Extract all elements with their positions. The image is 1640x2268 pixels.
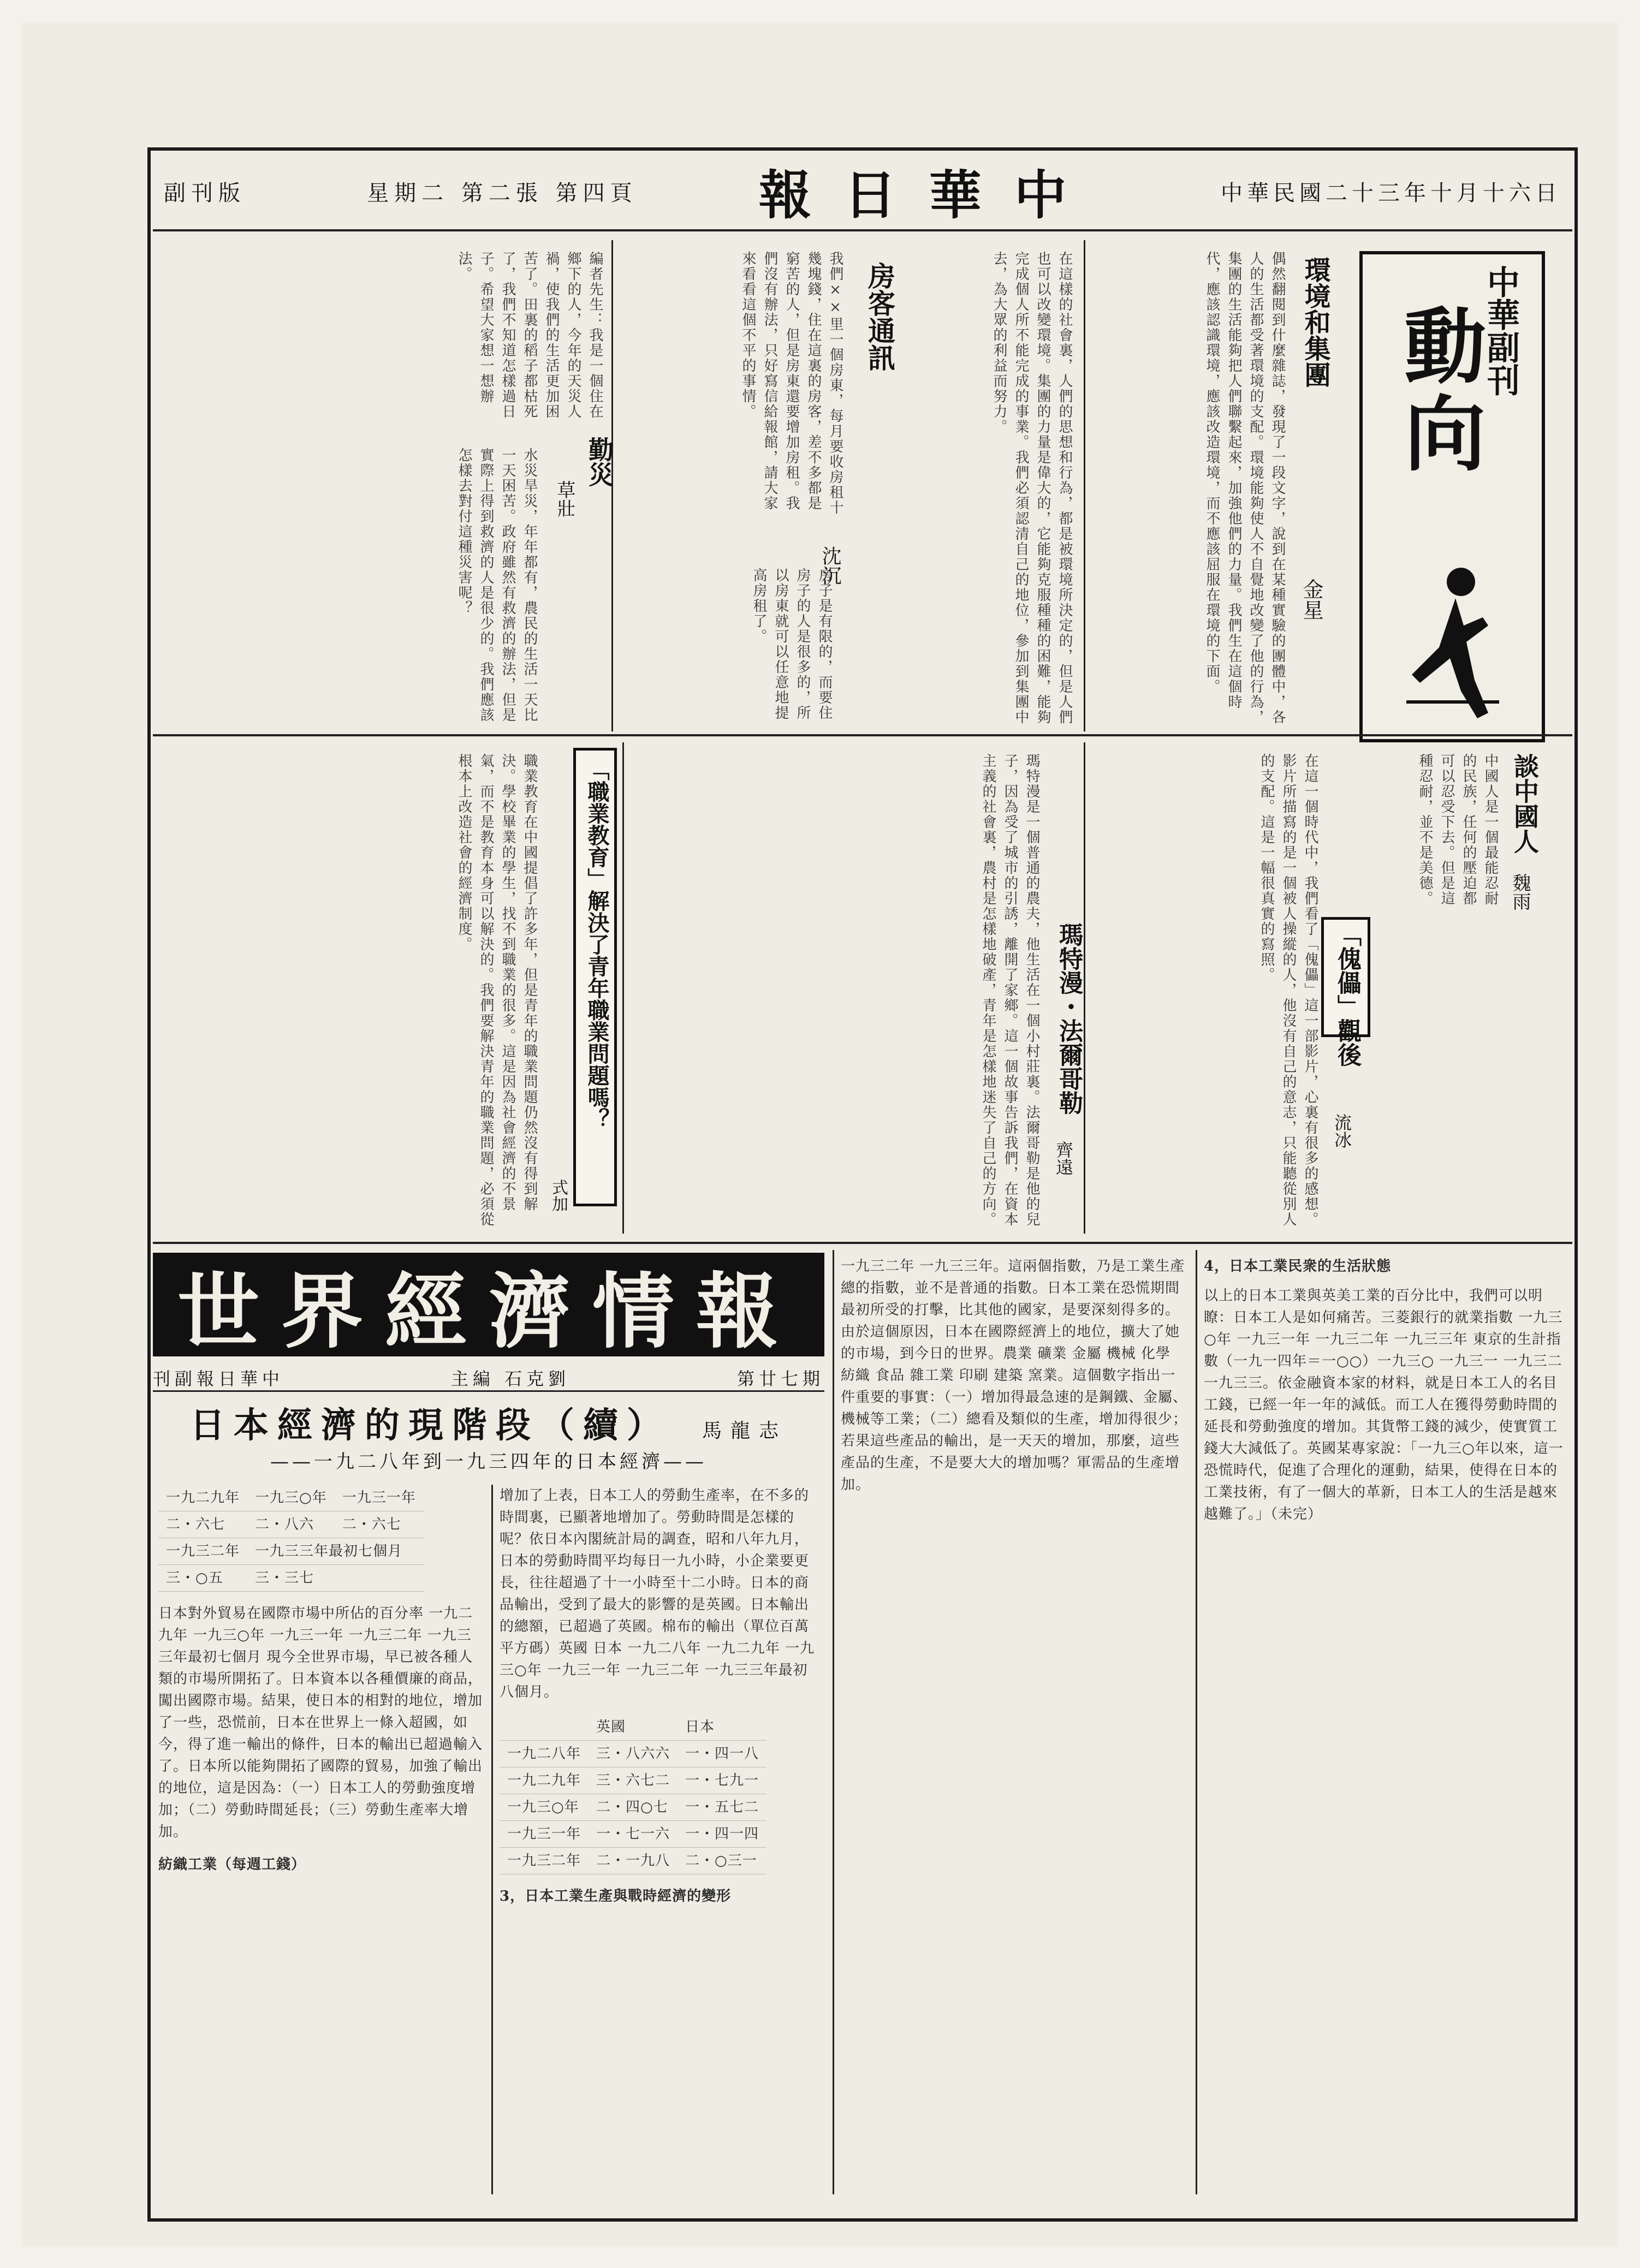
- article-body-tenant-cont: 房子是有限的，而要住房子的人是很多的，所以房東就可以任意地提高房租了。: [751, 568, 833, 721]
- cotton-cell: 一九三一年: [500, 1821, 589, 1848]
- runner-silhouette-icon: [1395, 560, 1505, 724]
- trade-header-1932: 一九三二年: [158, 1538, 247, 1565]
- article-title-martin: 瑪特漫・法爾哥勒: [1055, 922, 1083, 1115]
- article-body-tenant: 我們××里一個房東，每月要收房租十幾塊錢，住在這裏的房客，差不多都是窮苦的人，但是房東還要增加房租。我們沒有辦法，只好寫信給報館，請大家來看看這個不平的事情。: [740, 251, 843, 515]
- section-label: 副刊版: [164, 180, 246, 206]
- issue-number: 第廿七期: [736, 1368, 824, 1389]
- publication-name: 報日華中: [758, 164, 1100, 226]
- cotton-export-table: [500, 1714, 766, 1874]
- cotton-cell: 一・七九一: [678, 1767, 766, 1794]
- trade-value-row: [158, 1511, 424, 1538]
- issue-info: 星期二 第二張 第四頁: [367, 180, 638, 206]
- masthead: [164, 158, 1561, 224]
- article-author-environment: 金星: [1299, 579, 1323, 620]
- cotton-cell: 一・四一四: [678, 1821, 766, 1848]
- section-4-title: 4，日本工業民衆的生活狀態: [1204, 1258, 1392, 1275]
- cotton-header-jp: 日本: [678, 1714, 766, 1741]
- economy-article-title-text: 日本經濟的現階段（續）: [189, 1405, 670, 1446]
- economy-text-col3: [841, 1255, 1190, 2194]
- trade-value-1930: 二・八六: [247, 1511, 335, 1538]
- column-rule-4: [622, 742, 624, 1234]
- article-author-disaster: 草壯: [554, 480, 575, 517]
- economy-paragraph-3: 一九三二年 一九三三年。這兩個指數，乃是工業生產總的指數，並不是普通的指數。日本工業在恐慌期間最初所受的打擊，比其他的國家，是要深刻得多的。由於這個原因，日本在國際經濟上的地位，擴大了她的市場，到今日的世界。農業 礦業 金屬 機械 化學 紡織 食品 雜工業 印刷 建築 窯業。這個數字指出一件重要的事實：（一）增加得最急速的是鋼鐵、金屬、機械等工業；（二）總看及類似的生產，增加得很少；若果這些產品的輸出，是一天天的增加，那麼，這些產品的生產，不是要大大的增加嗎？軍需品的生產增加。: [841, 1258, 1188, 1493]
- article-author-vocational: 式加: [549, 1179, 568, 1212]
- economy-paragraph-1: 日本對外貿易在國際市場中所佔的百分率 一九二九年 一九三○年 一九三一年 一九三二年 一九三三年最初七個月 現今全世界市場，早已被各種人類的市場所開拓了。日本資本以各種價廉的商品，闖出國際市場。結果，使日本的相對的地位，增加了一些，恐慌前，日本在世界上一條入超國，如今，得了進一輸出的條件，日本的輸出已超過輸入了。日本所以能夠開拓了國際的貿易，加強了輸出的地位，這是因為：（一）日本工人的勞動強度增加；（二）勞動時間延長；（三）勞動生產率大增加。: [158, 1605, 483, 1840]
- economy-paragraph-4: 以上的日本工業與英美工業的百分比中，我們可以明瞭：日本工人是如何痛苦。三菱銀行的就業指數 一九三○年 一九三一年 一九三二年 一九三三年 東京的生計指數（一九一四年＝一○○）一九三○ 一九三一 一九三二 一九三三。依金融資本家的材料，就是日本工人的名目工錢，已經一年一年的減低。而工人在獲得勞動時間的延長和勞動強度的增加。其貨幣工錢的減少，使實質工錢大大減低了。英國某專家說：「一九三○年以來，這一恐慌時代，促進了合理化的運動，結果，使得在日本的工業技術，有了一個大的革新，日本工人的生活是越來越難了。」（未完）: [1204, 1288, 1564, 1522]
- cotton-row: [500, 1794, 766, 1821]
- article-title-tenant: 房客通訊: [864, 262, 896, 371]
- masthead-rule: [153, 229, 1572, 231]
- cotton-header-uk: 英國: [589, 1714, 678, 1741]
- economy-article-subtitle: ——一九二八年到一九三四年的日本經濟——: [270, 1451, 707, 1473]
- trade-value-1931: 二・六七: [335, 1511, 424, 1538]
- column-rule-6: [833, 1250, 834, 2194]
- cotton-row: [500, 1741, 766, 1767]
- horizontal-rule-2: [153, 1242, 1572, 1244]
- cotton-header-year: [500, 1714, 589, 1741]
- editor-credit: 主編 石克劉: [450, 1368, 571, 1389]
- trade-header-1933: 一九三三年最初七個月: [247, 1538, 424, 1565]
- economy-text-col4: [1204, 1255, 1564, 2194]
- article-author-puppet: 流冰: [1332, 1114, 1352, 1148]
- textile-wage-title: 紡織工業（每週工錢）: [158, 1856, 306, 1873]
- column-rule-7: [1196, 1250, 1197, 2194]
- trade-share-table: [158, 1485, 424, 1592]
- cotton-cell: 二・四○七: [589, 1794, 678, 1821]
- economy-section-subheader: [153, 1365, 824, 1392]
- cotton-row: [500, 1767, 766, 1794]
- article-body-disaster: 水災旱災，年年都有，農民的生活一天比一天困苦。政府雖然有救濟的辦法，但是實際上得到救濟的人是很少的。我們應該怎樣去對付這種災害呢？: [456, 448, 538, 723]
- trade-header-1931: 一九三一年: [335, 1485, 424, 1511]
- column-rule: [1084, 240, 1085, 731]
- economy-paragraph-2: 增加了上表，日本工人的勞動生產率，在不多的時間裏，已顯著地增加了。勞動時間是怎樣的呢？依日本內閣統計局的調查，昭和八年九月，日本的勞動時間平均每日一九小時，小企業要更長，往往超過了十一小時至十二小時。日本的商品輸出，受到了最大的影響的是英國。日本輸出的總額，已超過了英國。棉布的輸出（單位百萬平方碼）英國 日本 一九二八年 一九二九年 一九三○年 一九三一年 一九三二年 一九三三年最初八個月。: [500, 1487, 815, 1700]
- supplement-logo: [1359, 251, 1545, 742]
- article-body-martin: 瑪特漫是一個普通的農夫，他生活在一個小村莊裏。法爾哥勒是他的兒子，因為受了城市的引誘，離開了家鄉。這一個故事告訴我們，在資本主義的社會裏，農村是怎樣地破產，青年是怎樣地迷失了自己的方向。: [980, 753, 1040, 1227]
- trade-value-1929: 二・六七: [158, 1511, 247, 1538]
- logo-large-text: 動向: [1390, 303, 1486, 478]
- cotton-header-row: [500, 1714, 766, 1741]
- trade-header-row: [158, 1485, 424, 1511]
- cotton-row: [500, 1821, 766, 1848]
- economy-text-col1: [158, 1485, 486, 2194]
- trade-header-1929: 一九二九年: [158, 1485, 247, 1511]
- article-body-chinese: 中國人是一個最能忍耐的民族，任何的壓迫都可以忍受下去。但是這種忍耐，並不是美德。: [1417, 753, 1499, 906]
- column-rule-5: [491, 1485, 493, 2194]
- cotton-cell: 一九二九年: [500, 1767, 589, 1794]
- trade-value-1933: 三・三七: [247, 1565, 424, 1592]
- article-body-environment-cont: 在這樣的社會裏，人們的思想和行為，都是被環境所決定的，但是人們也可以改變環境。集團的力量是偉大的，它能夠克服種種的困難，能夠完成個人所不能完成的事業。我們必須認清自己的地位，參加到集團中去，為大眾的利益而努力。: [991, 251, 1073, 725]
- article-title-puppet: 「傀儡」觀後: [1333, 922, 1361, 1067]
- economy-text-col2: [500, 1485, 822, 2194]
- economy-section-title: 世界經濟情報: [177, 1265, 800, 1360]
- cotton-cell: 一・四一八: [678, 1741, 766, 1767]
- trade-value-1932: 三・○五: [158, 1565, 247, 1592]
- logo-small-text: 中華副刊: [1482, 265, 1520, 396]
- article-title-disaster: 勤災: [585, 437, 614, 487]
- cotton-cell: 一九三○年: [500, 1794, 589, 1821]
- article-body-environment: 偶然翻閱到什麼雜誌，發現了一段文字，說到在某種實驗的團體中，各人的生活都受著環境的支配。環境能夠使人不自覺地改變了他的行為，集團的生活能夠把人們聯繫起來，加強他們的力量。我們生在這個時代，應該認識環境，應該改造環境，而不應該屈服在環境的下面。: [1204, 251, 1286, 725]
- cotton-cell: 一・五七二: [678, 1794, 766, 1821]
- article-title-chinese: 談中國人: [1510, 753, 1540, 854]
- trade-header-1930: 一九三○年: [247, 1485, 335, 1511]
- economy-article-title: [153, 1397, 824, 1448]
- section-3-title: 3，日本工業生產與戰時經濟的變形: [500, 1888, 732, 1904]
- cotton-cell: 二・一九八: [589, 1848, 678, 1874]
- trade-table: [158, 1485, 486, 1592]
- cotton-cell: 一・七一六: [589, 1821, 678, 1848]
- article-body-vocational: 職業教育在中國提倡了許多年，但是青年的職業問題仍然沒有得到解決。學校畢業的學生，找不到職業的很多。這是因為社會經濟的不景氣，而不是教育本身可以解決的。我們要解決青年的職業問題，必須從根本上改造社會的經濟制度。: [456, 753, 538, 1227]
- newspaper-page: [22, 22, 1618, 2246]
- cotton-cell: 三・八六六: [589, 1741, 678, 1767]
- article-author-tenant: 沈沉: [819, 546, 841, 585]
- issue-date: 中華民國二十三年十月十六日: [1221, 180, 1561, 206]
- article-title-vocational: 「職業教育」解決了青年職業問題嗎？: [584, 759, 610, 1130]
- supplement-label: 刊副報日華中: [153, 1368, 284, 1389]
- cotton-cell: 一九三二年: [500, 1848, 589, 1874]
- article-author-martin: 齊遠: [1053, 1141, 1074, 1176]
- article-body-letters: 編者先生：我是一個住在鄉下的人，今年的天災人禍，使我們的生活更加困苦了。田裏的稻子都枯死了，我們不知道怎樣過日子。希望大家想一想辦法。: [456, 251, 603, 419]
- economy-section-banner: [153, 1253, 824, 1360]
- cotton-cell: 二・○三一: [678, 1848, 766, 1874]
- article-body-puppet: 在這一個時代中，我們看了「傀儡」這一部影片，心裏有很多的感想。影片所描寫的是一個被人操縱的人，他沒有自己的意志，只能聽從別人的支配。這是一幅很真實的寫照。: [1258, 753, 1318, 1227]
- horizontal-rule-1: [153, 734, 1572, 736]
- cotton-cell: 三・六七二: [589, 1767, 678, 1794]
- trade-value-row-2: [158, 1565, 424, 1592]
- article-title-environment: 環境和集團: [1300, 257, 1330, 388]
- article-author-chinese: 魏雨: [1509, 873, 1531, 910]
- trade-header-row-2: [158, 1538, 424, 1565]
- cotton-row: [500, 1848, 766, 1874]
- economy-article-author: 馬龍志: [702, 1420, 788, 1442]
- cotton-cell: 一九二八年: [500, 1741, 589, 1767]
